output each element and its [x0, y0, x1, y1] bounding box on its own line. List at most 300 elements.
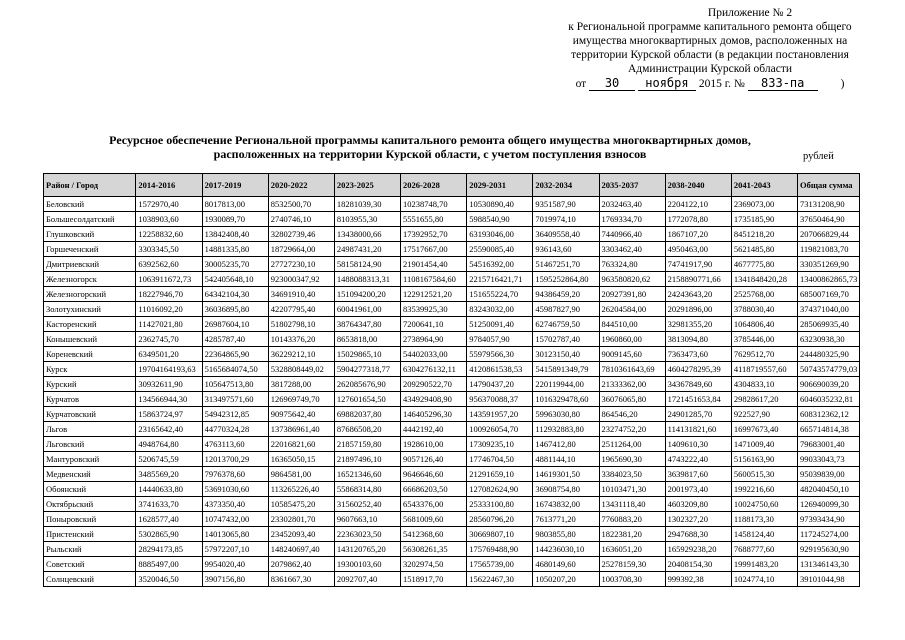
table-row — [44, 227, 860, 242]
amount-cell: 11016092,20 — [136, 302, 202, 317]
amount-cell: 9784057,90 — [467, 332, 533, 347]
amount-cell: 137386961,40 — [268, 422, 334, 437]
amount-cell: 122912521,20 — [401, 287, 467, 302]
amount-cell: 30005235,70 — [202, 257, 268, 272]
from-label: от — [575, 78, 587, 90]
amount-cell: 53691030,60 — [202, 482, 268, 497]
amount-cell: 117245274,00 — [797, 527, 859, 542]
table-row — [44, 467, 860, 482]
amount-cell: 83539925,30 — [401, 302, 467, 317]
amount-cell: 244480325,90 — [797, 347, 859, 362]
amount-cell: 2369073,00 — [731, 197, 797, 212]
amount-cell: 285069935,40 — [797, 317, 859, 332]
amount-cell: 1458124,40 — [731, 527, 797, 542]
amount-cell: 1772078,80 — [665, 212, 731, 227]
amount-cell: 54402033,00 — [401, 347, 467, 362]
amount-cell: 20408154,30 — [665, 557, 731, 572]
amount-cell: 3485569,20 — [136, 467, 202, 482]
amount-cell: 23452093,40 — [268, 527, 334, 542]
amount-cell: 6046035232,81 — [797, 392, 859, 407]
resolution-number: 833-па — [748, 76, 818, 91]
amount-cell: 4604278295,39 — [665, 362, 731, 377]
table-row — [44, 437, 860, 452]
table-row — [44, 482, 860, 497]
amount-cell: 1636051,20 — [599, 542, 665, 557]
amount-cell: 1628577,40 — [136, 512, 202, 527]
amount-cell: 51250091,40 — [467, 317, 533, 332]
amount-cell: 25278159,30 — [599, 557, 665, 572]
amount-cell: 956370088,37 — [467, 392, 533, 407]
district-name-cell: Курчатовский — [44, 407, 136, 422]
district-name-cell: Обоянский — [44, 482, 136, 497]
table-header-row — [44, 174, 860, 197]
amount-cell: 60041961,00 — [334, 302, 400, 317]
amount-cell: 1822381,20 — [599, 527, 665, 542]
amount-cell: 262085676,90 — [334, 377, 400, 392]
amount-cell: 1721451653,84 — [665, 392, 731, 407]
amount-cell: 434929408,90 — [401, 392, 467, 407]
appendix-heading: Приложение № 2 — [707, 7, 793, 19]
amount-cell: 2158890771,66 — [665, 272, 731, 287]
amount-cell: 1960860,00 — [599, 332, 665, 347]
amount-cell: 7613771,20 — [533, 512, 599, 527]
amount-cell: 8653818,00 — [334, 332, 400, 347]
amount-cell: 2079862,40 — [268, 557, 334, 572]
amount-cell: 62746759,50 — [533, 317, 599, 332]
amount-cell: 55868314,80 — [334, 482, 400, 497]
district-name-cell: Касторенский — [44, 317, 136, 332]
table-row — [44, 257, 860, 272]
table-row — [44, 557, 860, 572]
table-row — [44, 347, 860, 362]
amount-cell: 14881335,80 — [202, 242, 268, 257]
amount-cell: 10024750,60 — [731, 497, 797, 512]
column-header: 2023-2025 — [334, 174, 400, 197]
amount-cell: 2525768,00 — [731, 287, 797, 302]
table-row — [44, 497, 860, 512]
amount-cell: 94386459,20 — [533, 287, 599, 302]
amount-cell: 175769488,90 — [467, 542, 533, 557]
title-line-2: расположенных на территории Курской области, с учетом поступления взносов — [213, 147, 647, 161]
amount-cell: 127082624,90 — [467, 482, 533, 497]
column-header: Район / Город — [44, 174, 136, 197]
amount-cell: 105647513,80 — [202, 377, 268, 392]
amount-cell: 5156163,90 — [731, 452, 797, 467]
amount-cell: 16365050,15 — [268, 452, 334, 467]
amount-cell: 963580820,62 — [599, 272, 665, 287]
district-name-cell: Медвенский — [44, 467, 136, 482]
amount-cell: 665714814,38 — [797, 422, 859, 437]
amount-cell: 66686203,50 — [401, 482, 467, 497]
amount-cell: 7629512,70 — [731, 347, 797, 362]
amount-cell: 608312362,12 — [797, 407, 859, 422]
amount-cell: 151094200,20 — [334, 287, 400, 302]
amount-cell: 95039839,00 — [797, 467, 859, 482]
amount-cell: 59963030,80 — [533, 407, 599, 422]
amount-cell: 37650464,90 — [797, 212, 859, 227]
amount-cell: 114131821,60 — [665, 422, 731, 437]
amount-cell: 36076065,80 — [599, 392, 665, 407]
amount-cell: 929195630,90 — [797, 542, 859, 557]
column-header: Общая сумма — [797, 174, 859, 197]
amount-cell: 73131208,90 — [797, 197, 859, 212]
amount-cell: 6304276132,11 — [401, 362, 467, 377]
amount-cell: 144236030,10 — [533, 542, 599, 557]
amount-cell: 165929238,20 — [665, 542, 731, 557]
amount-cell: 4373350,40 — [202, 497, 268, 512]
district-name-cell: Солнцевский — [44, 572, 136, 587]
amount-cell: 23302801,70 — [268, 512, 334, 527]
amount-cell: 54942312,85 — [202, 407, 268, 422]
district-name-cell: Рыльский — [44, 542, 136, 557]
amount-cell: 2032463,40 — [599, 197, 665, 212]
table-row — [44, 452, 860, 467]
amount-cell: 2947688,30 — [665, 527, 731, 542]
amount-cell: 10143376,20 — [268, 332, 334, 347]
amount-cell: 3303462,40 — [599, 242, 665, 257]
amount-cell: 32981355,20 — [665, 317, 731, 332]
amount-cell: 11427021,80 — [136, 317, 202, 332]
amount-cell: 844510,00 — [599, 317, 665, 332]
amount-cell: 4118719557,60 — [731, 362, 797, 377]
amount-cell: 5206745,59 — [136, 452, 202, 467]
amount-cell: 7810361643,69 — [599, 362, 665, 377]
amount-cell: 13438000,66 — [334, 227, 400, 242]
amount-cell: 24901285,70 — [665, 407, 731, 422]
amount-cell: 20927391,80 — [599, 287, 665, 302]
amount-cell: 13842408,40 — [202, 227, 268, 242]
amount-cell: 4285787,40 — [202, 332, 268, 347]
table-row — [44, 407, 860, 422]
amount-cell: 2362745,70 — [136, 332, 202, 347]
amount-cell: 38764347,80 — [334, 317, 400, 332]
amount-cell: 18281039,30 — [334, 197, 400, 212]
currency-unit: рублей — [803, 151, 834, 162]
amount-cell: 5302865,90 — [136, 527, 202, 542]
resolution-month: ноября — [638, 76, 696, 91]
amount-cell: 44770324,28 — [202, 422, 268, 437]
amount-cell: 209290522,70 — [401, 377, 467, 392]
amount-cell: 1471009,40 — [731, 437, 797, 452]
amount-cell: 127601654,50 — [334, 392, 400, 407]
amount-cell: 32802739,46 — [268, 227, 334, 242]
amount-cell: 5988540,90 — [467, 212, 533, 227]
amount-cell: 5621485,80 — [731, 242, 797, 257]
amount-cell: 90975642,40 — [268, 407, 334, 422]
district-name-cell: Мантуровский — [44, 452, 136, 467]
amount-cell: 7200641,10 — [401, 317, 467, 332]
amount-cell: 134566944,30 — [136, 392, 202, 407]
amount-cell: 16997673,40 — [731, 422, 797, 437]
amount-cell: 83243032,00 — [467, 302, 533, 317]
amount-cell: 10747432,00 — [202, 512, 268, 527]
amount-cell: 3813094,80 — [665, 332, 731, 347]
appendix-line: Администрации Курской области — [628, 63, 792, 75]
column-header: 2014-2016 — [136, 174, 202, 197]
amount-cell: 1016329478,60 — [533, 392, 599, 407]
appendix-block — [540, 6, 880, 91]
amount-cell: 906690039,20 — [797, 377, 859, 392]
amount-cell: 36409558,40 — [533, 227, 599, 242]
amount-cell: 5600515,30 — [731, 467, 797, 482]
appendix-line: имущества многоквартирных домов, расположенных на — [572, 35, 848, 47]
amount-cell: 14619301,50 — [533, 467, 599, 482]
amount-cell: 1992216,60 — [731, 482, 797, 497]
district-name-cell: Льговский — [44, 437, 136, 452]
amount-cell: 3202974,50 — [401, 557, 467, 572]
district-name-cell: Золотухинский — [44, 302, 136, 317]
table-row — [44, 272, 860, 287]
district-name-cell: Глушковский — [44, 227, 136, 242]
table-row — [44, 362, 860, 377]
table-row — [44, 317, 860, 332]
amount-cell: 7019974,10 — [533, 212, 599, 227]
amount-cell: 9607663,10 — [334, 512, 400, 527]
amount-cell: 10530890,40 — [467, 197, 533, 212]
amount-cell: 7976378,60 — [202, 467, 268, 482]
amount-cell: 12013700,29 — [202, 452, 268, 467]
amount-cell: 4948764,80 — [136, 437, 202, 452]
amount-cell: 13400862865,73 — [797, 272, 859, 287]
amount-cell: 763324,80 — [599, 257, 665, 272]
amount-cell: 6349501,20 — [136, 347, 202, 362]
amount-cell: 3741633,70 — [136, 497, 202, 512]
amount-cell: 17565739,00 — [467, 557, 533, 572]
amount-cell: 4603209,80 — [665, 497, 731, 512]
amount-cell: 7760883,20 — [599, 512, 665, 527]
amount-cell: 18729664,00 — [268, 242, 334, 257]
amount-cell: 113265226,40 — [268, 482, 334, 497]
amount-cell: 57972207,10 — [202, 542, 268, 557]
amount-cell: 112932883,80 — [533, 422, 599, 437]
table-row — [44, 527, 860, 542]
amount-cell: 4743222,40 — [665, 452, 731, 467]
district-name-cell: Пристенский — [44, 527, 136, 542]
amount-cell: 2204122,10 — [665, 197, 731, 212]
amount-cell: 1518917,70 — [401, 572, 467, 587]
amount-cell: 2511264,00 — [599, 437, 665, 452]
amount-cell: 1064806,40 — [731, 317, 797, 332]
amount-cell: 7363473,60 — [665, 347, 731, 362]
amount-cell: 31560252,40 — [334, 497, 400, 512]
amount-cell: 15702787,40 — [533, 332, 599, 347]
amount-cell: 2738964,90 — [401, 332, 467, 347]
amount-cell: 26204584,00 — [599, 302, 665, 317]
amount-cell: 1867107,20 — [665, 227, 731, 242]
amount-cell: 126969749,70 — [268, 392, 334, 407]
amount-cell: 330351269,90 — [797, 257, 859, 272]
amount-cell: 151655224,70 — [467, 287, 533, 302]
appendix-line: к Региональной программе капитального ремонта общего — [568, 21, 852, 33]
table-row — [44, 242, 860, 257]
amount-cell: 1188173,30 — [731, 512, 797, 527]
amount-cell: 3639817,60 — [665, 467, 731, 482]
amount-cell: 8361667,30 — [268, 572, 334, 587]
amount-cell: 143591957,20 — [467, 407, 533, 422]
amount-cell: 36229212,10 — [268, 347, 334, 362]
amount-cell: 2215716421,71 — [467, 272, 533, 287]
amount-cell: 21291659,10 — [467, 467, 533, 482]
table-row — [44, 377, 860, 392]
amount-cell: 28294173,85 — [136, 542, 202, 557]
amount-cell: 30932611,90 — [136, 377, 202, 392]
amount-cell: 10585475,20 — [268, 497, 334, 512]
table-row — [44, 332, 860, 347]
amount-cell: 1965690,30 — [599, 452, 665, 467]
amount-cell: 148240697,40 — [268, 542, 334, 557]
amount-cell: 8885497,00 — [136, 557, 202, 572]
amount-cell: 542405648,10 — [202, 272, 268, 287]
amount-cell: 143120765,20 — [334, 542, 400, 557]
amount-cell: 6392562,60 — [136, 257, 202, 272]
amount-cell: 3303345,50 — [136, 242, 202, 257]
amount-cell: 12258832,60 — [136, 227, 202, 242]
amount-cell: 1930089,70 — [202, 212, 268, 227]
amount-cell: 6543376,00 — [401, 497, 467, 512]
amount-cell: 64342104,30 — [202, 287, 268, 302]
table-row — [44, 422, 860, 437]
amount-cell: 936143,60 — [533, 242, 599, 257]
amount-cell: 7688777,60 — [731, 542, 797, 557]
amount-cell: 34691910,40 — [268, 287, 334, 302]
amount-cell: 5904277318,77 — [334, 362, 400, 377]
amount-cell: 1108167584,60 — [401, 272, 467, 287]
amount-cell: 23274752,20 — [599, 422, 665, 437]
amount-cell: 8532500,70 — [268, 197, 334, 212]
amount-cell: 56308261,35 — [401, 542, 467, 557]
amount-cell: 19300103,60 — [334, 557, 400, 572]
table-row — [44, 197, 860, 212]
table-row — [44, 572, 860, 587]
amount-cell: 9646646,60 — [401, 467, 467, 482]
table-row — [44, 512, 860, 527]
amount-cell: 17746704,50 — [467, 452, 533, 467]
amount-cell: 15029865,10 — [334, 347, 400, 362]
document-title — [60, 133, 800, 161]
amount-cell: 1769334,70 — [599, 212, 665, 227]
district-name-cell: Дмитриевский — [44, 257, 136, 272]
amount-cell: 45987827,90 — [533, 302, 599, 317]
amount-cell: 100926054,70 — [467, 422, 533, 437]
amount-cell: 30123150,40 — [533, 347, 599, 362]
amount-cell: 58158124,90 — [334, 257, 400, 272]
amount-cell: 51802798,10 — [268, 317, 334, 332]
amount-cell: 2001973,40 — [665, 482, 731, 497]
amount-cell: 14440633,80 — [136, 482, 202, 497]
amount-cell: 4304833,10 — [731, 377, 797, 392]
table-body — [44, 197, 860, 587]
amount-cell: 8451218,20 — [731, 227, 797, 242]
amount-cell: 131346143,30 — [797, 557, 859, 572]
amount-cell: 19704164193,63 — [136, 362, 202, 377]
amount-cell: 25333100,80 — [467, 497, 533, 512]
amount-cell: 28560796,20 — [467, 512, 533, 527]
amount-cell: 1595252864,80 — [533, 272, 599, 287]
district-name-cell: Беловский — [44, 197, 136, 212]
amount-cell: 4950463,00 — [665, 242, 731, 257]
amount-cell: 21897496,10 — [334, 452, 400, 467]
amount-cell: 87686508,20 — [334, 422, 400, 437]
amount-cell: 22363023,50 — [334, 527, 400, 542]
amount-cell: 220119944,00 — [533, 377, 599, 392]
amount-cell: 30669807,10 — [467, 527, 533, 542]
amount-cell: 36908754,80 — [533, 482, 599, 497]
amount-cell: 17392952,70 — [401, 227, 467, 242]
amount-cell: 4763113,60 — [202, 437, 268, 452]
amount-cell: 34367849,60 — [665, 377, 731, 392]
amount-cell: 1063911672,73 — [136, 272, 202, 287]
district-name-cell: Поныровский — [44, 512, 136, 527]
amount-cell: 685007169,70 — [797, 287, 859, 302]
amount-cell: 999392,38 — [665, 572, 731, 587]
amount-cell: 29828617,20 — [731, 392, 797, 407]
amount-cell: 1409610,30 — [665, 437, 731, 452]
amount-cell: 9954020,40 — [202, 557, 268, 572]
amount-cell: 22364865,90 — [202, 347, 268, 362]
amount-cell: 313497571,60 — [202, 392, 268, 407]
amount-cell: 51467251,70 — [533, 257, 599, 272]
amount-cell: 3520046,50 — [136, 572, 202, 587]
amount-cell: 63193046,00 — [467, 227, 533, 242]
amount-cell: 1038903,60 — [136, 212, 202, 227]
amount-cell: 4881144,10 — [533, 452, 599, 467]
amount-cell: 1341848420,28 — [731, 272, 797, 287]
amount-cell: 1467412,80 — [533, 437, 599, 452]
table-row — [44, 392, 860, 407]
district-name-cell: Конышевский — [44, 332, 136, 347]
amount-cell: 9864581,00 — [268, 467, 334, 482]
column-header: 2029-2031 — [467, 174, 533, 197]
amount-cell: 8103955,30 — [334, 212, 400, 227]
amount-cell: 1003708,30 — [599, 572, 665, 587]
amount-cell: 54516392,00 — [467, 257, 533, 272]
amount-cell: 10103471,30 — [599, 482, 665, 497]
amount-cell: 374371040,00 — [797, 302, 859, 317]
amount-cell: 63230938,30 — [797, 332, 859, 347]
amount-cell: 864546,20 — [599, 407, 665, 422]
amount-cell: 1928610,00 — [401, 437, 467, 452]
amount-cell: 10238748,70 — [401, 197, 467, 212]
district-name-cell: Кореневский — [44, 347, 136, 362]
amount-cell: 1572970,40 — [136, 197, 202, 212]
amount-cell: 42207795,40 — [268, 302, 334, 317]
amount-cell: 99033043,73 — [797, 452, 859, 467]
column-header: 2038-2040 — [665, 174, 731, 197]
amount-cell: 482040450,10 — [797, 482, 859, 497]
closing-paren: ) — [840, 78, 845, 90]
table-row — [44, 542, 860, 557]
amount-cell: 16521346,60 — [334, 467, 400, 482]
amount-cell: 26987604,10 — [202, 317, 268, 332]
amount-cell: 3785446,00 — [731, 332, 797, 347]
amount-cell: 126940099,30 — [797, 497, 859, 512]
amount-cell: 20291896,00 — [665, 302, 731, 317]
amount-cell: 922527,90 — [731, 407, 797, 422]
district-name-cell: Железногорский — [44, 287, 136, 302]
amount-cell: 7440966,40 — [599, 227, 665, 242]
amount-cell: 97393434,90 — [797, 512, 859, 527]
district-name-cell: Курский — [44, 377, 136, 392]
amount-cell: 55979566,30 — [467, 347, 533, 362]
funding-table — [43, 173, 860, 587]
amount-cell: 5681009,60 — [401, 512, 467, 527]
amount-cell: 9351587,90 — [533, 197, 599, 212]
amount-cell: 1024774,10 — [731, 572, 797, 587]
amount-cell: 23165642,40 — [136, 422, 202, 437]
amount-cell: 5415891349,79 — [533, 362, 599, 377]
amount-cell: 18227946,70 — [136, 287, 202, 302]
amount-cell: 3788030,40 — [731, 302, 797, 317]
